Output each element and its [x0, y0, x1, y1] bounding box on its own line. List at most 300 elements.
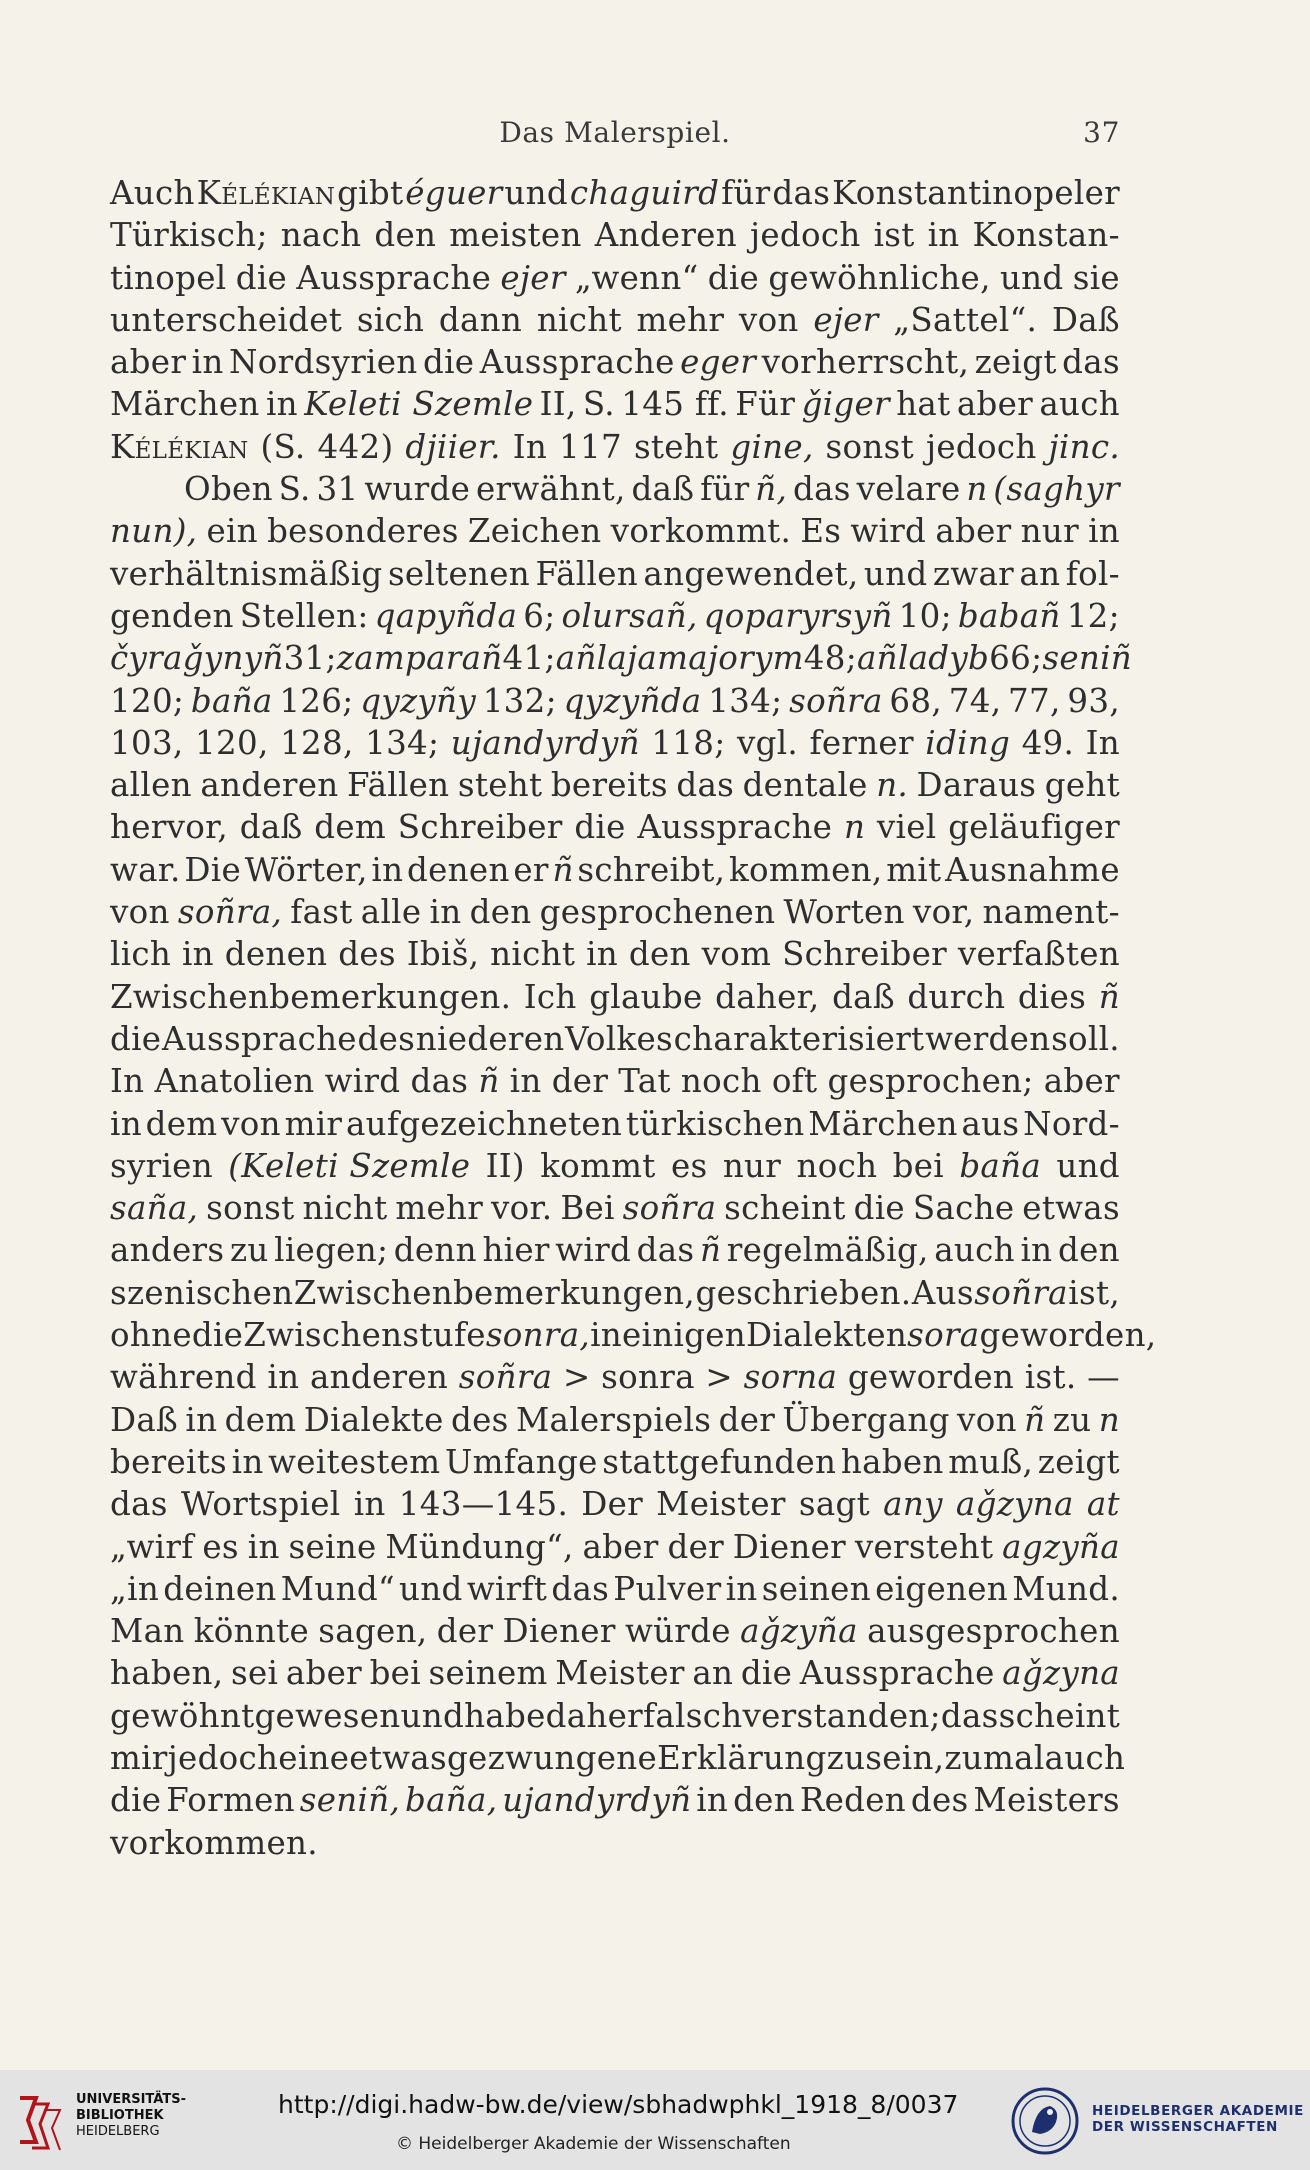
word: Für: [735, 385, 796, 424]
word: Keleti Szemle: [304, 385, 534, 424]
word: aber: [935, 512, 1012, 551]
word: nicht: [536, 300, 622, 339]
word: noch: [796, 1146, 878, 1185]
word: sonra: [601, 1358, 695, 1397]
word: dem: [224, 1400, 297, 1439]
word: aus: [961, 1104, 1020, 1143]
word: n: [843, 808, 866, 847]
text-line: [110, 764, 1120, 806]
word: in: [247, 1527, 280, 1566]
word: mir: [284, 1104, 343, 1143]
word: Nordsyrien: [229, 343, 418, 382]
word: vor,: [912, 893, 975, 932]
word: soñra: [974, 1273, 1068, 1312]
word: erwähnt,: [475, 470, 626, 509]
word: und: [400, 1696, 465, 1735]
text-line: [110, 1526, 1120, 1568]
text-line: [110, 1695, 1120, 1737]
word: glaube: [589, 977, 703, 1016]
word: Nord-: [1023, 1104, 1120, 1143]
text-line: [110, 383, 1120, 425]
word: bei: [369, 1654, 421, 1693]
word: aber: [582, 1527, 659, 1566]
word: sich: [356, 300, 425, 339]
text-line: [110, 680, 1120, 722]
word: „wenn“: [574, 258, 699, 297]
text-line: [110, 976, 1120, 1018]
word: den: [374, 216, 437, 255]
word: angewendet,: [643, 554, 859, 593]
word: baña: [959, 1146, 1042, 1185]
word: Ibiš,: [406, 935, 480, 974]
text-line: [110, 1145, 1120, 1187]
word: syrien: [110, 1146, 213, 1185]
word: denen: [224, 935, 328, 974]
word: ujandyrdyñ: [502, 1781, 692, 1820]
word: „wirf: [110, 1527, 194, 1566]
word: gesprochenen: [539, 893, 776, 932]
word: Ausnahme: [945, 850, 1120, 889]
word: 66;: [989, 639, 1043, 678]
word: 41;: [502, 639, 556, 678]
word: 31;: [283, 639, 337, 678]
word: die: [740, 1654, 793, 1693]
word: vorkommen.: [110, 1823, 318, 1862]
word: in: [110, 1104, 142, 1143]
word: Schreiber: [397, 808, 563, 847]
word: in: [509, 1062, 542, 1101]
word: baña: [190, 681, 273, 720]
word: 118;: [651, 723, 726, 762]
word: den: [733, 1781, 795, 1820]
word: Anatolien: [154, 1062, 315, 1101]
word: Tat: [618, 1062, 671, 1101]
text-line: [110, 426, 1120, 468]
word: fast: [290, 893, 353, 932]
library-line-3: HEIDELBERG: [76, 2124, 160, 2139]
word: sonst: [825, 427, 914, 466]
word: er: [513, 850, 549, 889]
word: der: [667, 1527, 724, 1566]
word: Aussprache: [637, 808, 833, 847]
word: >: [562, 1358, 591, 1397]
word: čyraǧynyñ: [110, 639, 284, 678]
word: in: [1020, 1231, 1053, 1270]
word: Erklärung: [657, 1738, 827, 1777]
word: sonra,: [485, 1316, 591, 1355]
word: Die: [184, 850, 241, 889]
word: meisten: [449, 216, 582, 255]
academy-name: [1092, 2103, 1304, 2135]
word: während: [110, 1358, 257, 1397]
word: nament-: [982, 893, 1120, 932]
word: nur: [1020, 512, 1079, 551]
word: das: [636, 1231, 695, 1270]
word: 134;: [708, 681, 783, 720]
word: das: [793, 470, 851, 509]
word: die: [110, 1781, 162, 1820]
word: scheint: [724, 1189, 846, 1228]
body-text: [110, 172, 1157, 1864]
word: 128,: [280, 723, 354, 762]
word: zwar: [932, 554, 1014, 593]
word: any: [883, 1485, 943, 1524]
word: 10;: [898, 596, 952, 635]
word: (saghyr: [993, 470, 1120, 509]
word: n: [1098, 1400, 1120, 1439]
word: wird: [324, 1062, 401, 1101]
text-line: [110, 1441, 1120, 1483]
word: Mund.: [1012, 1569, 1120, 1608]
word: vor.: [491, 1189, 553, 1228]
word: denn: [393, 1231, 477, 1270]
word: schreibt,: [577, 850, 726, 889]
word: viel: [876, 808, 937, 847]
text-line: [110, 510, 1120, 552]
text-line: [110, 1187, 1120, 1229]
word: ist,: [1068, 1273, 1120, 1312]
word: das: [940, 1696, 999, 1735]
word: ujandyrdyñ: [450, 723, 640, 762]
word: und: [863, 554, 928, 593]
word: die: [191, 1316, 244, 1355]
word: 74,: [948, 681, 1002, 720]
word: iding: [925, 723, 1011, 762]
word: scheint: [998, 1696, 1121, 1735]
word: aber: [285, 1654, 362, 1693]
word: Aussprache: [799, 1654, 995, 1693]
word: seine: [288, 1527, 377, 1566]
word: vgl.: [736, 723, 799, 762]
word: >: [705, 1358, 733, 1397]
text-line: [110, 553, 1120, 595]
word: at: [1086, 1485, 1120, 1524]
word: ñ: [552, 850, 574, 889]
text-line: [110, 1779, 1120, 1821]
word: ñ: [699, 1231, 722, 1270]
running-head: [110, 116, 1120, 156]
library-line-1: UNIVERSITÄTS-: [76, 2092, 186, 2107]
word: jedoch: [167, 1738, 279, 1777]
word: Mündung“,: [385, 1527, 574, 1566]
word: aber: [110, 343, 187, 382]
word: seniñ,: [299, 1781, 401, 1820]
text-line: [110, 891, 1120, 933]
university-library-logo-icon: [14, 2088, 70, 2154]
text-line: [110, 1060, 1120, 1102]
word: das: [1062, 343, 1120, 382]
word: sie: [1072, 258, 1120, 297]
word: daher: [545, 1696, 644, 1735]
word: aber: [1043, 1062, 1120, 1101]
word: dann: [438, 300, 523, 339]
word: die: [574, 808, 626, 847]
word: „in: [110, 1569, 160, 1608]
word: In: [110, 1062, 145, 1101]
word: éguer: [405, 174, 503, 212]
word: (Keleti Szemle: [228, 1146, 471, 1185]
word: in: [927, 216, 960, 255]
word: Meister: [555, 1654, 685, 1693]
word: In: [512, 427, 548, 466]
word: hier: [482, 1231, 550, 1270]
word: ist.: [1024, 1358, 1077, 1397]
word: seniñ: [1042, 639, 1133, 678]
word: Wortspiel: [180, 1485, 341, 1524]
word: den: [628, 935, 691, 974]
word: qoparyrsyñ: [703, 596, 893, 635]
word: und: [999, 258, 1064, 297]
word: des: [357, 1019, 416, 1058]
word: wird: [555, 1231, 632, 1270]
word: Fällen: [346, 766, 450, 805]
word: des: [450, 1400, 509, 1439]
word: daher,: [715, 977, 820, 1016]
text-line: [110, 257, 1120, 299]
word: Kélékian: [196, 174, 336, 212]
text-line: [110, 468, 1120, 510]
word: gewöhnliche,: [768, 258, 991, 297]
word: Märchen: [110, 385, 260, 424]
word: Diener: [732, 1527, 846, 1566]
word: Man: [110, 1612, 185, 1651]
word: von: [221, 1104, 281, 1143]
word: olursañ,: [561, 596, 698, 635]
word: liegen;: [274, 1231, 389, 1270]
text-line: [110, 1229, 1120, 1271]
word: aǧzyña: [740, 1612, 858, 1651]
word: versteht: [854, 1527, 994, 1566]
word: soll.: [1051, 1019, 1120, 1058]
word: in: [586, 935, 618, 974]
word: der: [436, 1612, 494, 1651]
word: (S.: [260, 427, 306, 466]
word: Pulver: [613, 1569, 722, 1608]
word: in: [1088, 512, 1120, 551]
word: bereits: [110, 1442, 228, 1481]
word: könnte: [193, 1612, 309, 1651]
word: soñra: [458, 1358, 553, 1397]
word: geläufiger: [948, 808, 1120, 847]
word: gewöhnt: [110, 1696, 255, 1735]
word: Es: [800, 512, 842, 551]
word: hat: [896, 385, 951, 424]
word: für: [721, 174, 771, 212]
word: Türkisch;: [110, 216, 268, 255]
word: Aussprache: [162, 1019, 357, 1058]
word: Diener: [502, 1612, 616, 1651]
word: ist: [873, 216, 915, 255]
word: seinem: [428, 1654, 548, 1693]
text-line: [110, 1822, 1120, 1864]
word: und: [504, 174, 568, 212]
word: 103,: [110, 723, 184, 762]
word: añladyb: [856, 639, 990, 678]
word: ñ: [1024, 1400, 1046, 1439]
text-line: [110, 933, 1120, 975]
word: zumal: [944, 1738, 1045, 1777]
word: zeigt: [974, 343, 1057, 382]
text-line: [110, 1272, 1120, 1314]
word: mehr: [395, 1189, 484, 1228]
text-line: [110, 1737, 1126, 1779]
word: das: [772, 174, 831, 212]
word: nicht: [302, 1189, 388, 1228]
word: 145 ff.: [621, 385, 729, 424]
text-line: [110, 341, 1120, 383]
word: des: [338, 935, 396, 974]
word: und: [1056, 1146, 1120, 1185]
word: war.: [110, 850, 181, 889]
word: aǧzyna: [1002, 1654, 1120, 1693]
word: sagen,: [318, 1612, 428, 1651]
source-url-link[interactable]: http://digi.hadw-bw.de/view/sbhadwphkl_1918_8/0037: [278, 2090, 959, 2119]
word: 117: [559, 427, 622, 466]
word: geht: [1044, 766, 1120, 805]
text-line: [110, 1483, 1120, 1525]
word: zu: [826, 1738, 866, 1777]
copyright-notice: © Heidelberger Akademie der Wissenschaften: [396, 2134, 791, 2154]
word: in: [590, 1316, 622, 1355]
word: Konstan-: [972, 216, 1120, 255]
word: die: [422, 343, 475, 382]
word: mit: [886, 850, 942, 889]
word: soñra: [789, 681, 883, 720]
word: Formen: [166, 1781, 295, 1820]
word: Zwischenbemerkungen.: [110, 977, 512, 1016]
word: zeigt: [1037, 1442, 1120, 1481]
word: Übergang: [782, 1400, 950, 1439]
word: alle: [360, 893, 422, 932]
word: Konstantinopeler: [832, 174, 1120, 212]
word: zu: [229, 1231, 269, 1270]
word: geworden: [847, 1358, 1015, 1397]
word: verstanden;: [742, 1696, 941, 1735]
word: n: [966, 470, 988, 509]
word: Meister: [656, 1485, 786, 1524]
word: in: [265, 385, 298, 424]
text-line: [110, 172, 1120, 214]
word: sonst: [206, 1189, 295, 1228]
word: stattgefunden: [602, 1442, 837, 1481]
text-line: [110, 1610, 1120, 1652]
word: Ich: [523, 977, 577, 1016]
text-line: [110, 299, 1120, 341]
word: baña,: [405, 1781, 498, 1820]
word: —: [1087, 1358, 1120, 1397]
word: von: [738, 300, 799, 339]
word: Aussprache: [296, 258, 492, 297]
word: jedoch: [749, 216, 861, 255]
word: verhältnismäßig: [110, 554, 383, 593]
text-line: [110, 1652, 1120, 1694]
word: 68,: [889, 681, 943, 720]
word: nun),: [110, 512, 198, 551]
word: Dialekten: [746, 1316, 908, 1355]
word: II): [485, 1146, 525, 1185]
word: bei: [892, 1146, 944, 1185]
word: 48;: [803, 639, 857, 678]
university-library-name: [76, 2092, 186, 2140]
word: Aussprache: [479, 343, 675, 382]
word: in: [429, 893, 462, 932]
word: in: [725, 1569, 758, 1608]
word: oft: [771, 1062, 818, 1101]
word: 31: [316, 470, 359, 509]
word: dem: [145, 1104, 218, 1143]
word: chaguird: [569, 174, 720, 212]
word: Fällen: [535, 554, 638, 593]
word: qyzyñda: [563, 681, 702, 720]
word: Umfange: [444, 1442, 598, 1481]
word: kommt: [540, 1146, 656, 1185]
word: anderen: [200, 766, 339, 805]
footer-bar: [0, 2070, 1310, 2170]
word: 120,: [195, 723, 269, 762]
word: deinen: [163, 1569, 277, 1608]
word: „Sattel“.: [893, 300, 1038, 339]
word: 132;: [482, 681, 557, 720]
word: 134;: [365, 723, 440, 762]
word: auch: [1039, 385, 1120, 424]
word: II,: [539, 385, 577, 424]
word: Wörter,: [244, 850, 368, 889]
word: gibt: [337, 174, 404, 212]
word: saña,: [110, 1189, 199, 1228]
word: bereits: [550, 766, 668, 805]
word: sein,: [865, 1738, 945, 1777]
word: qapyñda: [374, 596, 518, 635]
word: Daraus: [916, 766, 1037, 805]
word: soñra: [622, 1189, 717, 1228]
word: aufgezeichneten: [346, 1104, 623, 1143]
word: in: [353, 1485, 386, 1524]
word: wird: [850, 512, 927, 551]
word: djiier.: [405, 427, 501, 466]
word: die: [235, 258, 288, 297]
word: mir: [110, 1738, 168, 1777]
word: ñ,: [755, 470, 788, 509]
word: die: [853, 1189, 905, 1228]
word: S.: [278, 470, 311, 509]
word: seltenen: [387, 554, 531, 593]
word: das: [110, 1485, 168, 1524]
word: vorherrscht,: [761, 343, 970, 382]
word: dies: [1017, 977, 1087, 1016]
word: n.: [876, 766, 909, 805]
word: babañ: [957, 596, 1061, 635]
word: gine,: [730, 427, 814, 466]
word: Zeichen: [467, 512, 602, 551]
word: vom: [701, 935, 772, 974]
word: vorkommt.: [610, 512, 792, 551]
word: weitestem: [268, 1442, 441, 1481]
word: Märchen: [808, 1104, 958, 1143]
word: es: [670, 1146, 708, 1185]
word: verfaßten: [957, 935, 1120, 974]
word: habe: [464, 1696, 546, 1735]
word: Reden: [799, 1781, 907, 1820]
word: Schreiber: [782, 935, 947, 974]
word: Aus: [911, 1273, 974, 1312]
text-line: [110, 1568, 1120, 1610]
word: etwas: [1022, 1189, 1120, 1228]
word: nur: [722, 1146, 782, 1185]
word: einigen: [622, 1316, 747, 1355]
word: unterscheidet: [110, 300, 343, 339]
word: nicht: [490, 935, 576, 974]
word: Meisters: [973, 1781, 1120, 1820]
